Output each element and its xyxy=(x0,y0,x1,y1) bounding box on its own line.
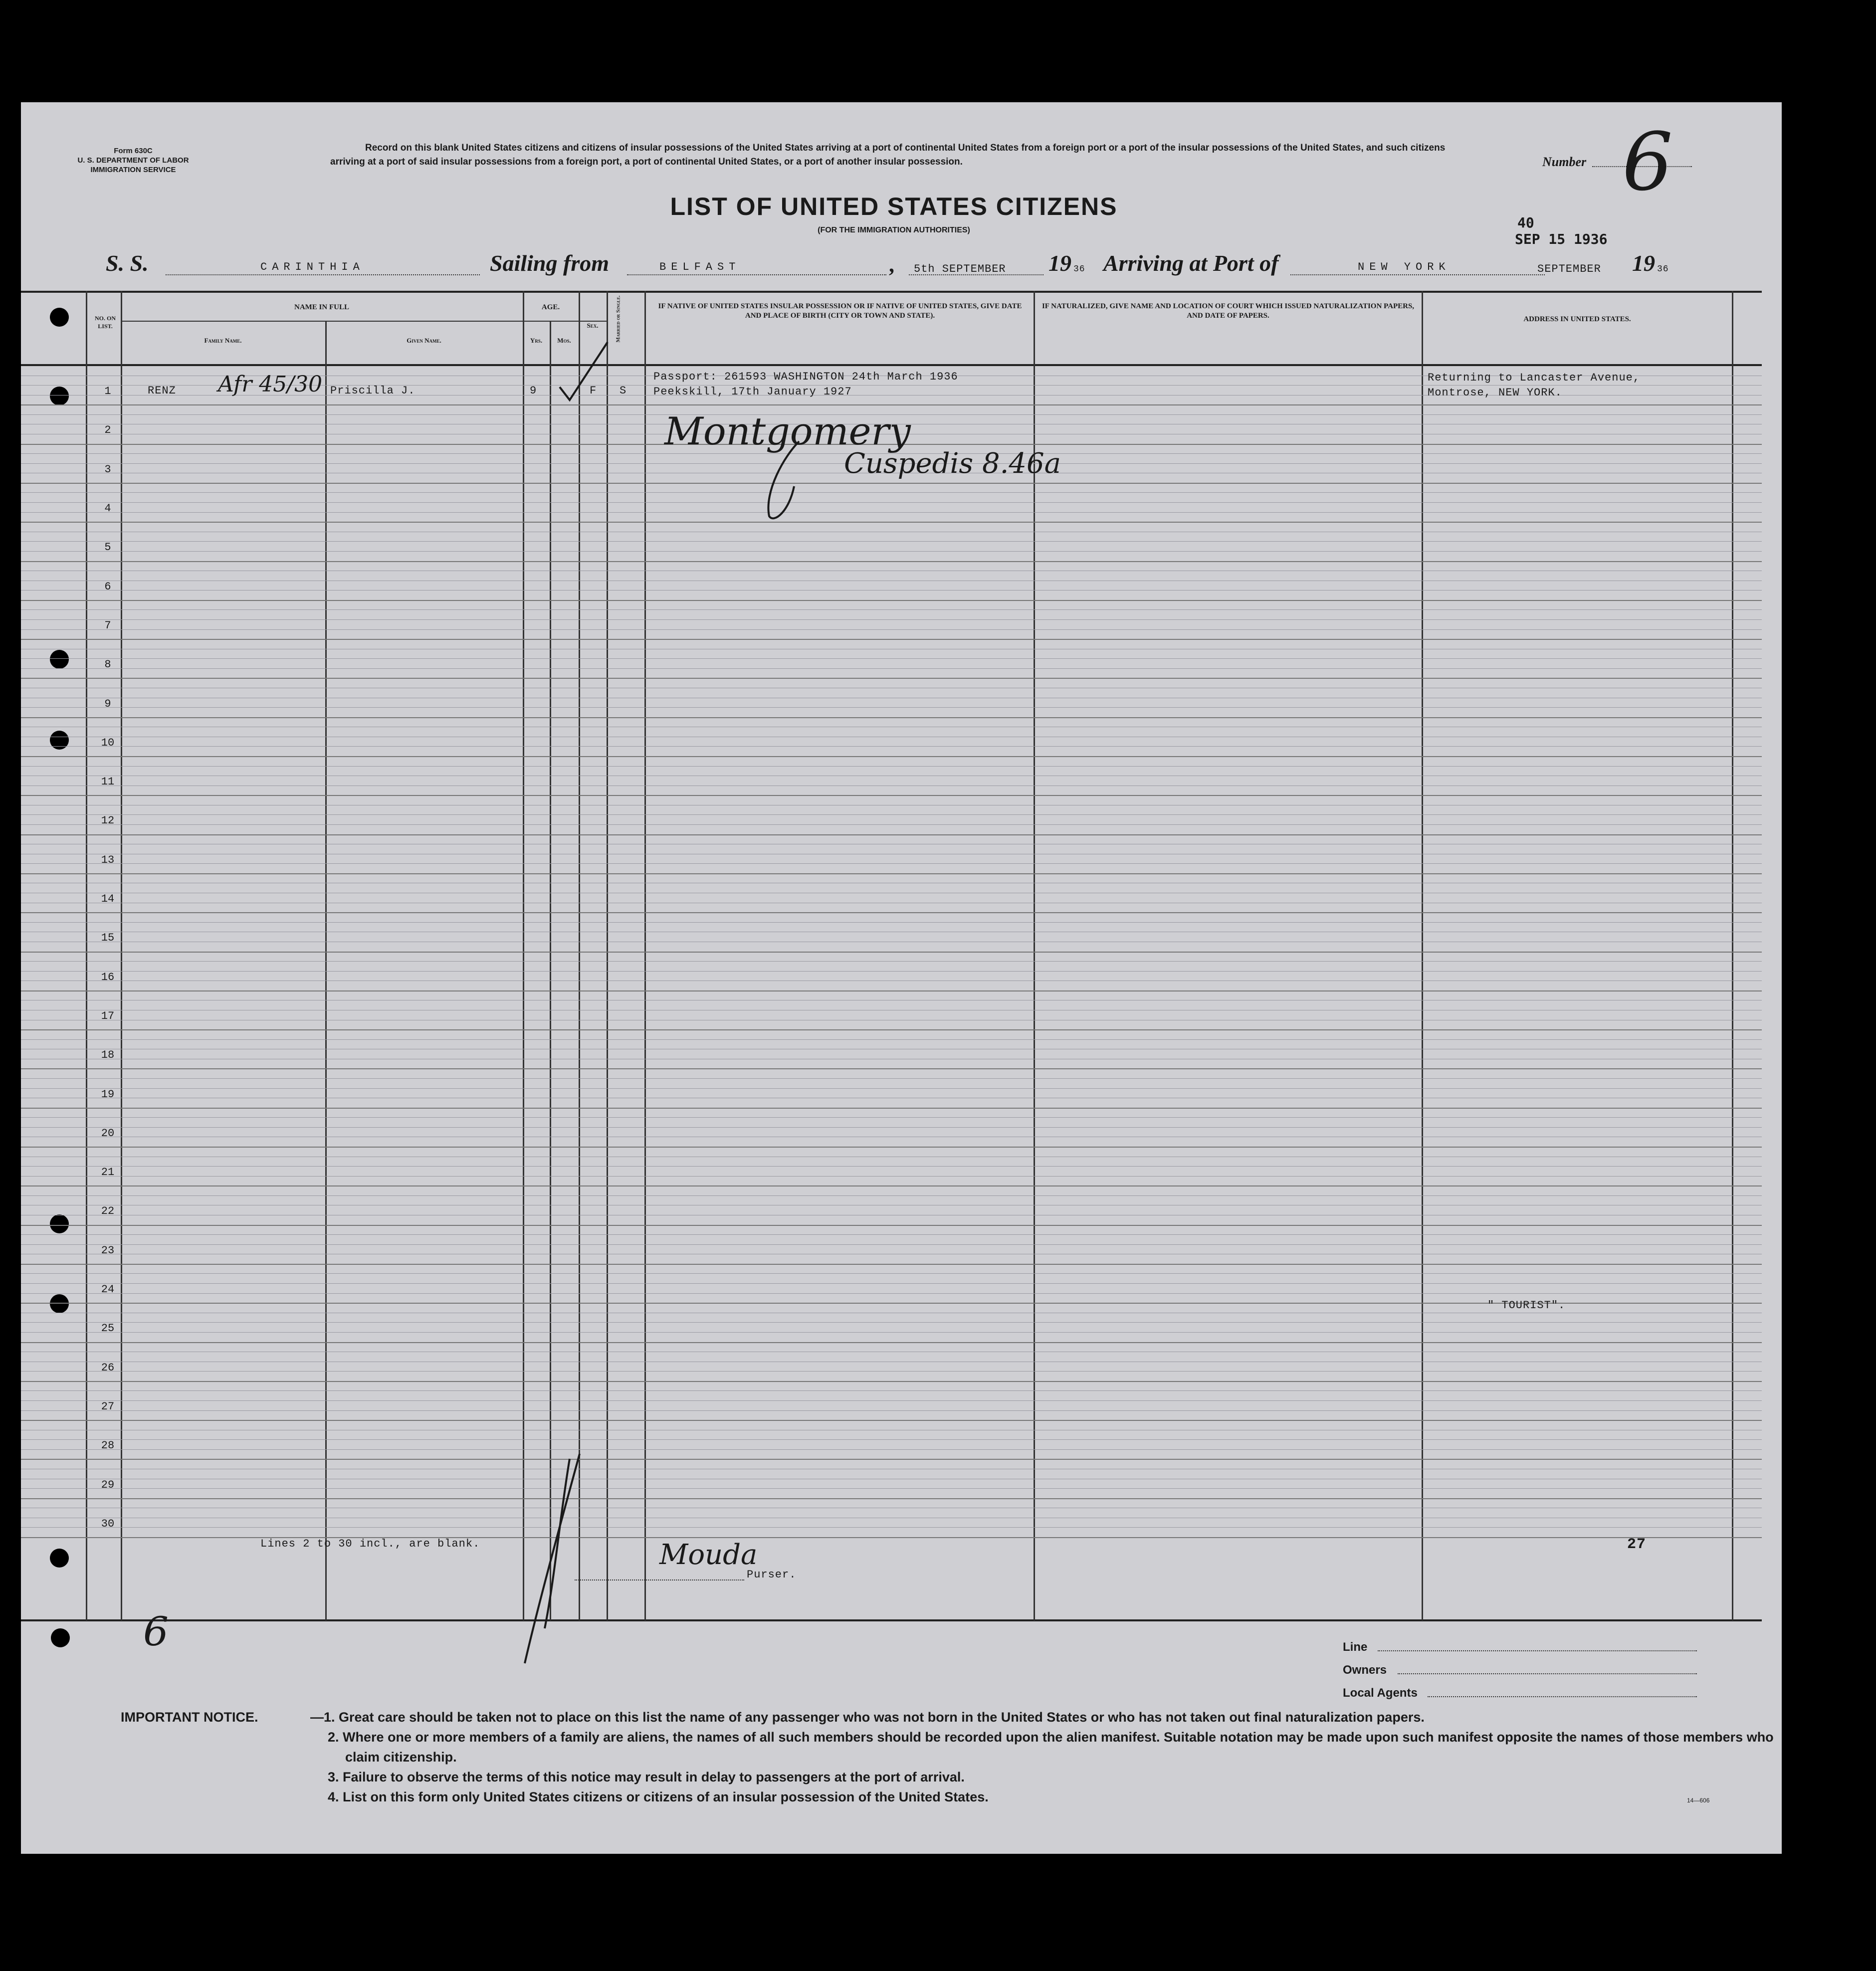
record-instructions: Record on this blank United States citizens and citizens of insular possessions of the United States arriving at a port of continental United States from a foreign port or a port of the insular possessions of the United States, and such citizens arriving at a port of said insular possessions from a foreign port, a port of continental United States, or a port of another insular possession. xyxy=(330,143,1446,167)
page-count: 27 xyxy=(1627,1536,1647,1553)
row-number: 10 xyxy=(101,736,115,749)
owners-field xyxy=(1398,1673,1697,1674)
ruled-line xyxy=(21,1381,1762,1382)
stamp-date: SEP 15 1936 xyxy=(1515,231,1608,247)
blank-lines-note: Lines 2 to 30 incl., are blank. xyxy=(260,1538,480,1550)
col-name-in-full: NAME IN FULL xyxy=(294,303,349,311)
col-line xyxy=(86,291,87,1620)
ruled-line xyxy=(21,1088,1762,1089)
ruled-line xyxy=(21,1390,1762,1391)
ruled-line xyxy=(21,639,1762,640)
col-given-name: Given Name. xyxy=(407,337,441,344)
ship-name: CARINTHIA xyxy=(260,261,365,273)
col-no: NO. ON LIST. xyxy=(95,315,116,330)
line-label: Line xyxy=(1343,1640,1368,1654)
ruled-line xyxy=(21,1225,1762,1226)
ruled-line xyxy=(21,1273,1762,1274)
ruled-line xyxy=(21,483,1762,484)
row-number: 18 xyxy=(101,1049,115,1062)
col-line xyxy=(579,291,580,1620)
ruled-line xyxy=(21,1527,1762,1528)
purser-label: Purser. xyxy=(747,1569,797,1581)
ruled-line xyxy=(21,1420,1762,1421)
row-number: 4 xyxy=(104,502,111,515)
ruled-line xyxy=(21,912,1762,913)
department: U. S. DEPARTMENT OF LABOR xyxy=(77,156,189,165)
entry-native-line2: Peekskill, 17th January 1927 xyxy=(653,386,852,398)
ruled-line xyxy=(21,961,1762,962)
row-number: 20 xyxy=(101,1127,115,1140)
ruled-line xyxy=(21,952,1762,953)
row-number: 14 xyxy=(101,893,115,906)
ruled-line xyxy=(21,1068,1762,1069)
page-title: LIST OF UNITED STATES CITIZENS xyxy=(670,193,1118,220)
col-line xyxy=(1422,291,1423,1620)
punch-hole xyxy=(51,1628,70,1647)
number-label: Number xyxy=(1542,155,1587,169)
ruled-line xyxy=(21,619,1762,620)
ruled-line xyxy=(21,1332,1762,1333)
entry-family-handwritten: Afr 45/30 xyxy=(218,372,323,397)
arrive-date: SEPTEMBER xyxy=(1537,263,1601,275)
ruled-line xyxy=(21,1283,1762,1284)
ruled-line xyxy=(21,1342,1762,1343)
ruled-line xyxy=(21,551,1762,552)
row-number: 30 xyxy=(101,1517,115,1530)
ruled-line xyxy=(21,668,1762,669)
col-line xyxy=(607,291,608,1620)
table-top-rule xyxy=(21,291,1762,293)
signature-flourish xyxy=(754,436,814,526)
port-from: BELFAST xyxy=(659,261,741,273)
row-number: 16 xyxy=(101,971,115,984)
row-number: 5 xyxy=(104,541,111,554)
corner-mark: 6 xyxy=(143,1608,169,1655)
ruled-line xyxy=(21,678,1762,679)
ruled-line xyxy=(21,492,1762,493)
col-line xyxy=(1732,291,1733,1620)
col-mos: Mos. xyxy=(557,337,571,344)
tourist-note: " TOURIST". xyxy=(1487,1299,1566,1312)
ruled-line xyxy=(21,756,1762,757)
ruled-line xyxy=(21,707,1762,708)
col-yrs: Yrs. xyxy=(530,337,543,344)
entry-years: 9 xyxy=(530,385,537,397)
row-number: 8 xyxy=(104,658,111,671)
notice-item-1: —1. Great care should be taken not to place on this list the name of any passenger who was not born in the United States or who has not taken out final naturalization papers. xyxy=(310,1710,1425,1725)
ruled-line xyxy=(21,1449,1762,1450)
row-number: 12 xyxy=(101,814,115,827)
ruled-line xyxy=(21,863,1762,864)
arrive-year: 36 xyxy=(1657,264,1669,274)
row-number: 19 xyxy=(101,1088,115,1101)
ruled-line xyxy=(21,1410,1762,1411)
col-line xyxy=(1034,291,1035,1620)
punch-hole xyxy=(50,1214,69,1233)
ruled-line xyxy=(21,1166,1762,1167)
checkmark-icon xyxy=(556,339,611,404)
col-age: AGE. xyxy=(541,303,560,311)
local-agents-label: Local Agents xyxy=(1343,1686,1418,1700)
punch-hole xyxy=(50,1549,69,1568)
ruled-line xyxy=(21,658,1762,659)
ruled-line xyxy=(21,1371,1762,1372)
entry-sex: F xyxy=(590,385,597,397)
punch-hole xyxy=(50,387,69,405)
row-number: 21 xyxy=(101,1166,115,1179)
col-line xyxy=(644,291,646,1620)
ruled-line xyxy=(21,590,1762,591)
owners-label: Owners xyxy=(1343,1663,1387,1677)
row-number: 1 xyxy=(104,385,111,398)
row-number: 2 xyxy=(104,424,111,437)
ruled-line xyxy=(21,1117,1762,1118)
entry-native-line1: Passport: 261593 WASHINGTON 24th March 1936 xyxy=(653,371,958,383)
ruled-line xyxy=(21,873,1762,874)
ruled-line xyxy=(21,1029,1762,1030)
table-bottom-rule xyxy=(21,1619,1762,1621)
arrive-year-prefix: 19 xyxy=(1632,250,1655,276)
row-number: 25 xyxy=(101,1322,115,1335)
notice-heading: IMPORTANT NOTICE. xyxy=(121,1710,258,1725)
ruled-line xyxy=(21,1244,1762,1245)
entry-family-name: RENZ xyxy=(148,385,176,397)
ruled-line xyxy=(21,1108,1762,1109)
entry-address-line2: Montrose, NEW YORK. xyxy=(1428,387,1562,399)
sailing-label: Sailing from xyxy=(490,250,610,276)
ruled-line xyxy=(21,1264,1762,1265)
row-number: 13 xyxy=(101,853,115,866)
entry-address-line1: Returning to Lancaster Avenue, xyxy=(1428,372,1641,384)
ruled-line xyxy=(21,609,1762,610)
ruled-line xyxy=(21,795,1762,796)
notice-item-4: 4. List on this form only United States citizens or citizens of an insular possession of the United States. xyxy=(328,1789,989,1804)
col-married: Married or Single. xyxy=(615,295,622,343)
ruled-line xyxy=(21,824,1762,825)
ruled-line xyxy=(21,522,1762,523)
row-number: 11 xyxy=(101,776,115,788)
page-subtitle: (FOR THE IMMIGRATION AUTHORITIES) xyxy=(818,226,970,234)
ruled-line xyxy=(21,561,1762,562)
ruled-line xyxy=(21,1185,1762,1186)
ruled-line xyxy=(21,1195,1762,1196)
service: IMMIGRATION SERVICE xyxy=(90,166,176,174)
number-value: 6 xyxy=(1622,115,1673,208)
stamp-top: 40 xyxy=(1517,214,1534,231)
row-number: 27 xyxy=(101,1400,115,1413)
port-to-line xyxy=(1290,274,1545,275)
punch-hole xyxy=(50,308,69,327)
sail-date: 5th SEPTEMBER xyxy=(914,263,1006,275)
handwritten-cuspedis: Cuspedis 8.46a xyxy=(844,447,1061,480)
comma: , xyxy=(889,252,894,277)
row-number: 22 xyxy=(101,1205,115,1218)
ruled-line xyxy=(21,922,1762,923)
ruled-line xyxy=(21,1127,1762,1128)
row-number: 23 xyxy=(101,1244,115,1257)
ruled-line xyxy=(21,600,1762,601)
ss-label: S. S. xyxy=(106,250,149,276)
port-from-line xyxy=(627,274,886,275)
ruled-line xyxy=(21,502,1762,503)
ruled-line xyxy=(21,814,1762,815)
ruled-line xyxy=(21,766,1762,767)
ruled-line xyxy=(21,1147,1762,1148)
print-code: 14—606 xyxy=(1687,1797,1710,1804)
col-native: IF NATIVE OF UNITED STATES INSULAR POSSESSION OR IF NATIVE OF UNITED STATES, GIVE DATE AND PLACE OF BIRTH (CITY OR TOWN AND STATE). xyxy=(658,302,1022,320)
local-agents-field xyxy=(1428,1696,1697,1697)
row-number: 9 xyxy=(104,697,111,710)
col-sex: Sex. xyxy=(587,322,599,329)
ship-line xyxy=(166,274,480,275)
purser-line xyxy=(575,1579,744,1580)
ruled-line xyxy=(21,404,1762,405)
year-prefix: 19 xyxy=(1048,250,1071,276)
col-family-name: Family Name. xyxy=(204,337,242,344)
row-number: 26 xyxy=(101,1361,115,1374)
sail-date-line xyxy=(909,274,1043,275)
port-to: NEW YORK xyxy=(1358,261,1451,273)
row-number: 3 xyxy=(104,463,111,476)
form-id: Form 630C xyxy=(114,147,153,155)
entry-married: S xyxy=(620,385,627,397)
ruled-line xyxy=(21,1078,1762,1079)
handwritten-signature: Montgomery xyxy=(664,409,911,453)
col-line xyxy=(121,291,122,1620)
purser-flourish xyxy=(510,1449,590,1668)
ruled-line xyxy=(21,541,1762,542)
col-naturalized: IF NATURALIZED, GIVE NAME AND LOCATION OF COURT WHICH ISSUED NATURALIZATION PAPERS, AND DATE OF PAPERS. xyxy=(1042,302,1415,320)
ruled-line xyxy=(21,746,1762,747)
row-number: 29 xyxy=(101,1478,115,1491)
sail-year: 36 xyxy=(1073,264,1085,274)
row-number: 6 xyxy=(104,580,111,593)
manifest-sheet xyxy=(21,102,1782,1854)
arriving-label: Arriving at Port of xyxy=(1103,250,1279,276)
col-line xyxy=(523,291,524,1620)
form-id-block xyxy=(66,146,201,175)
row-number: 17 xyxy=(101,1009,115,1022)
header-bottom-rule xyxy=(21,364,1762,366)
entry-given-name: Priscilla J. xyxy=(330,385,416,397)
ruled-line xyxy=(21,717,1762,718)
row-number: 15 xyxy=(101,932,115,945)
ruled-line xyxy=(21,990,1762,991)
ruled-line xyxy=(21,1293,1762,1294)
notice-item-2: 2. Where one or more members of a family are aliens, the names of all such members should be recorded upon the alien manifest. Suitable notation may be made upon such manifest opposite the names of those members who claim citizenship. xyxy=(328,1730,1774,1765)
punch-hole xyxy=(50,650,69,669)
ruled-line xyxy=(21,1439,1762,1440)
row-number: 24 xyxy=(101,1283,115,1296)
ruled-line xyxy=(21,834,1762,835)
ruled-line xyxy=(21,1039,1762,1040)
ruled-line xyxy=(21,971,1762,972)
ruled-line xyxy=(21,1234,1762,1235)
row-number: 7 xyxy=(104,619,111,632)
ruled-line xyxy=(21,1322,1762,1323)
notice-item-3: 3. Failure to observe the terms of this notice may result in delay to passengers at the port of arrival. xyxy=(328,1770,965,1784)
ruled-line xyxy=(21,1459,1762,1460)
line-field xyxy=(1378,1650,1697,1651)
ruled-line xyxy=(21,1488,1762,1489)
row-number: 28 xyxy=(101,1439,115,1452)
ruled-line xyxy=(21,1176,1762,1177)
col-address: ADDRESS IN UNITED STATES. xyxy=(1523,315,1631,323)
name-subhead-rule xyxy=(121,321,607,322)
ruled-line xyxy=(21,1400,1762,1401)
ruled-line xyxy=(21,1498,1762,1499)
purser-signature: Mouda xyxy=(659,1539,758,1571)
ruled-line xyxy=(21,512,1762,513)
ruled-line xyxy=(21,629,1762,630)
